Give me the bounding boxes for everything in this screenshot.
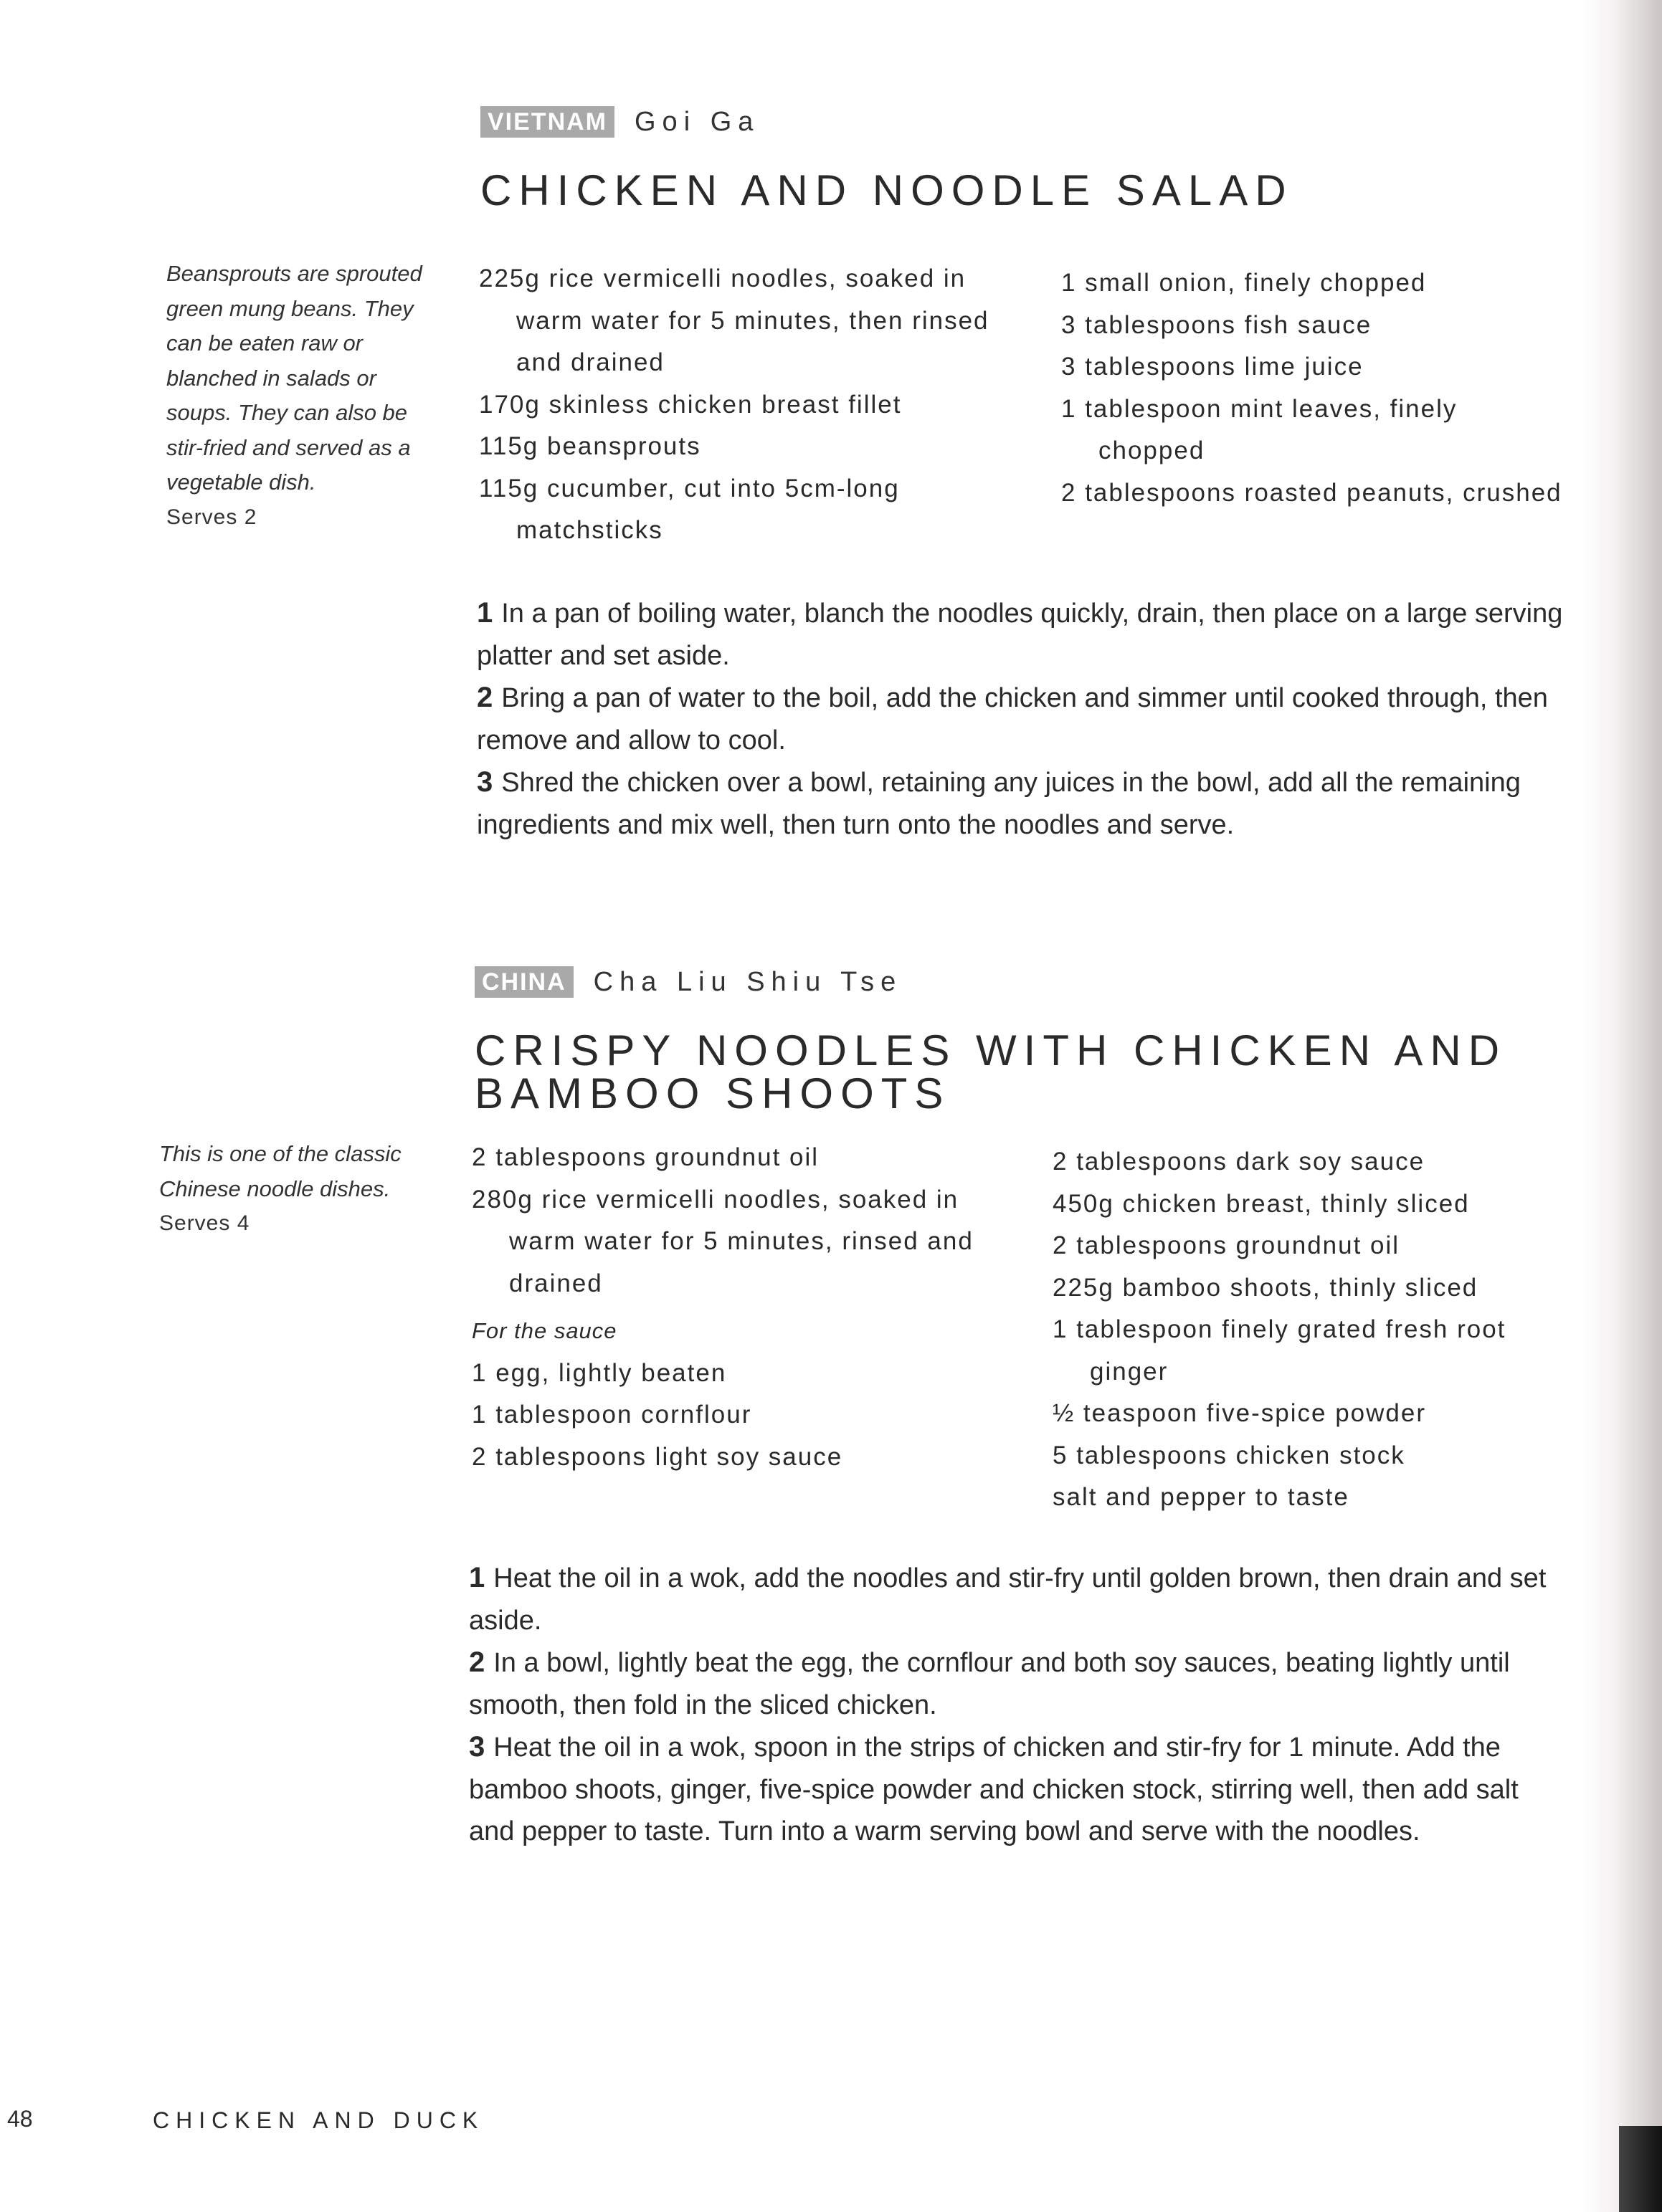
recipe-title: CRISPY NOODLES WITH CHICKEN AND BAMBOO SHOOTS (475, 1026, 1507, 1117)
recipe-title: CHICKEN AND NOODLE SALAD (480, 166, 1293, 214)
method (477, 592, 1567, 846)
country-badge: CHINA (475, 966, 574, 998)
step: 1 Heat the oil in a wok, add the noodles and stir-fry until golden brown, then drain and set aside. (469, 1562, 1547, 1636)
ingredient: 115g cucumber, cut into 5cm-long matchsticks (479, 474, 900, 544)
ingredient: 225g rice vermicelli noodles, soaked in warm water for 5 minutes, then rinsed and drained (479, 264, 989, 376)
page-number: 48 (7, 2106, 33, 2132)
ingredients-right (1061, 262, 1563, 514)
recipe-2-header (475, 966, 902, 998)
ingredient: 5 tablespoons chicken stock (1053, 1441, 1405, 1469)
ingredients-right (1053, 1141, 1583, 1519)
section-title: CHICKEN AND DUCK (153, 2107, 485, 2133)
ingredients-left (472, 1137, 988, 1478)
native-name: Goi Ga (635, 106, 760, 137)
step: 2 In a bowl, lightly beat the egg, the cornflour and both soy sauces, beating lightly until smooth, then fold in the sliced chicken. (469, 1646, 1510, 1720)
note-text: This is one of the classic Chinese noodle dishes. (159, 1141, 402, 1201)
ingredient: 280g rice vermicelli noodles, soaked in warm water for 5 minutes, rinsed and drained (472, 1185, 974, 1297)
ingredient: ½ teaspoon five-spice powder (1053, 1399, 1426, 1427)
step: 3 Heat the oil in a wok, spoon in the strips of chicken and stir-fry for 1 minute. Add the bamboo shoots, ginger, five-spice powder and chicken stock, stirring well, then add salt and pepper to taste. Turn into a warm serving bowl and serve with the noodles. (469, 1731, 1519, 1846)
step: 1 In a pan of boiling water, blanch the noodles quickly, drain, then place on a large serving platter and set aside. (477, 597, 1563, 671)
ingredient: 170g skinless chicken breast fillet (479, 390, 902, 419)
ingredient: 2 tablespoons light soy sauce (472, 1442, 843, 1471)
ingredient: 115g beansprouts (479, 432, 701, 460)
ingredient: 2 tablespoons groundnut oil (1053, 1231, 1400, 1259)
ingredient: 1 tablespoon cornflour (472, 1401, 752, 1429)
ingredients-left (479, 258, 1038, 552)
ingredient: 3 tablespoons lime juice (1061, 353, 1364, 381)
serves: Serves 4 (159, 1211, 250, 1235)
ingredient: 1 small onion, finely chopped (1061, 269, 1427, 297)
native-name: Cha Liu Shiu Tse (593, 966, 903, 997)
ingredient: 1 tablespoon finely grated fresh root ginger (1053, 1315, 1506, 1386)
page-gutter-shadow (1583, 0, 1662, 2212)
note-text: Beansprouts are sprouted green mung beans. They can be eaten raw or blanched in salads or soups. They can also be stir-fried and served as a vegetable dish. (166, 261, 422, 495)
ingredient: 2 tablespoons groundnut oil (472, 1143, 820, 1171)
ingredient: 225g bamboo shoots, thinly sliced (1053, 1273, 1478, 1302)
recipe-note (166, 257, 439, 535)
step: 3 Shred the chicken over a bowl, retaining any juices in the bowl, add all the remaining ingredients and mix well, then turn onto the noodles and serve. (477, 766, 1521, 840)
ingredient: 2 tablespoons roasted peanuts, crushed (1061, 478, 1562, 507)
country-badge: VIETNAM (480, 106, 614, 138)
method (469, 1557, 1559, 1853)
recipe-note (159, 1137, 432, 1241)
step: 2 Bring a pan of water to the boil, add the chicken and simmer until cooked through, then remove and allow to cool. (477, 682, 1548, 755)
recipe-1-header (480, 106, 759, 138)
ingredient: 1 egg, lightly beaten (472, 1358, 727, 1387)
ingredient: salt and pepper to taste (1053, 1483, 1349, 1511)
ingredient: 2 tablespoons dark soy sauce (1053, 1148, 1425, 1176)
serves: Serves 2 (166, 505, 257, 529)
ingredient: 450g chicken breast, thinly sliced (1053, 1189, 1470, 1218)
ingredient: 3 tablespoons fish sauce (1061, 310, 1372, 339)
sauce-label: For the sauce (472, 1318, 617, 1343)
book-spine (1619, 2126, 1662, 2212)
ingredient: 1 tablespoon mint leaves, finely chopped (1061, 394, 1458, 464)
